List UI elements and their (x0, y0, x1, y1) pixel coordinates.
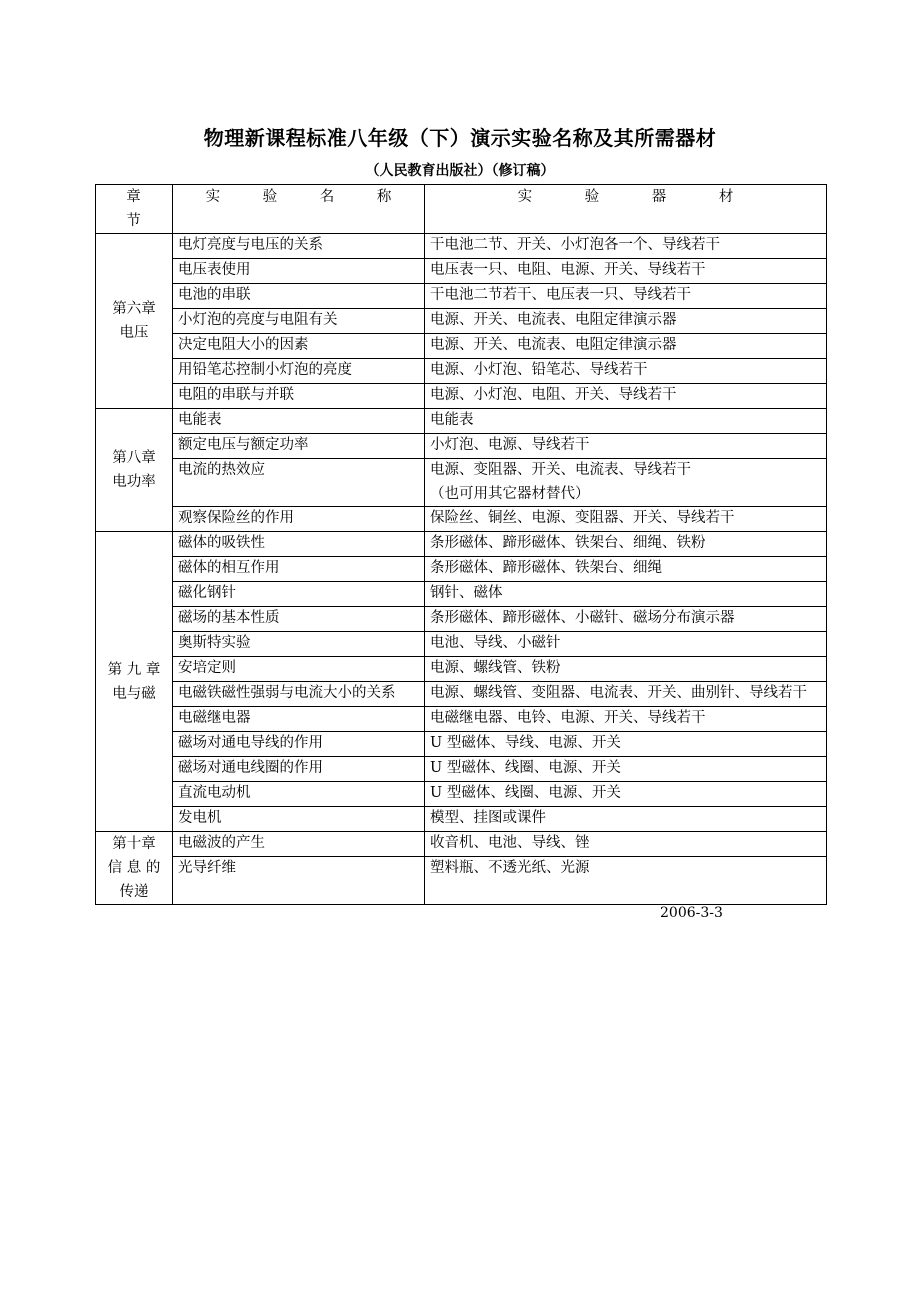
experiment-name: 电流的热效应 (173, 459, 425, 507)
table-row (96, 732, 827, 757)
document-subtitle: （人民教育出版社）（修订稿） (365, 163, 555, 179)
table-row (96, 459, 827, 507)
chapter-title: 电功率 (112, 474, 156, 490)
table-row (96, 582, 827, 607)
header-experiment-name: 实 验 名 称 (173, 185, 425, 234)
header-chapter: 章 节 (96, 185, 173, 234)
experiment-name: 磁场的基本性质 (173, 607, 425, 632)
equipment: 电源、螺线管、铁粉 (425, 657, 827, 682)
table-row (96, 434, 827, 459)
equipment: 电源、开关、电流表、电阻定律演示器 (425, 334, 827, 359)
experiment-name: 决定电阻大小的因素 (173, 334, 425, 359)
chapter-number: 第八章 (112, 450, 156, 466)
table-row (96, 507, 827, 532)
chapter-title: 电与磁 (112, 685, 156, 702)
experiment-name: 直流电动机 (173, 782, 425, 807)
table-row (96, 309, 827, 334)
equipment: 条形磁体、蹄形磁体、铁架台、细绳、铁粉 (425, 532, 827, 557)
table-row (96, 259, 827, 284)
experiment-name: 电压表使用 (173, 259, 425, 284)
equipment: 模型、挂图或课件 (425, 807, 827, 832)
table-row (96, 607, 827, 632)
chapter-cell (96, 234, 173, 409)
chapter-title: 信 息 的 (107, 860, 161, 876)
table-row (96, 807, 827, 832)
equipment: 电磁继电器、电铃、电源、开关、导线若干 (425, 707, 827, 732)
table-row (96, 334, 827, 359)
table-row (96, 857, 827, 905)
equipment: 保险丝、铜丝、电源、变阻器、开关、导线若干 (425, 507, 827, 532)
table-row (96, 557, 827, 582)
experiment-name: 电磁波的产生 (173, 832, 425, 857)
document-date: 2006-3-3 (660, 905, 723, 921)
experiment-name: 额定电压与额定功率 (173, 434, 425, 459)
table-row (96, 359, 827, 384)
chapter-number: 第六章 (112, 301, 156, 317)
equipment: 电源、螺线管、变阻器、电流表、开关、曲别针、导线若干 (425, 682, 827, 707)
equipment: 电压表一只、电阻、电源、开关、导线若干 (425, 259, 827, 284)
equipment: 条形磁体、蹄形磁体、小磁针、磁场分布演示器 (425, 607, 827, 632)
experiment-name: 安培定则 (173, 657, 425, 682)
experiment-name: 观察保险丝的作用 (173, 507, 425, 532)
experiment-name: 电磁继电器 (173, 707, 425, 732)
table-header-row (96, 185, 827, 234)
table-row (96, 409, 827, 434)
table-row (96, 682, 827, 707)
experiment-table (95, 184, 827, 905)
experiment-name: 电磁铁磁性强弱与电流大小的关系 (173, 682, 425, 707)
equipment: 干电池二节、开关、小灯泡各一个、导线若干 (425, 234, 827, 259)
equipment-cell (425, 459, 827, 507)
table-row (96, 384, 827, 409)
chapter-cell (96, 832, 173, 905)
experiment-name: 磁体的相互作用 (173, 557, 425, 582)
chapter-cell (96, 409, 173, 532)
document-title: 物理新课程标准八年级（下）演示实验名称及其所需器材 (203, 126, 717, 150)
chapter-title-cont: 传递 (119, 884, 149, 900)
experiment-name: 光导纤维 (173, 857, 425, 905)
table-row (96, 632, 827, 657)
equipment: U 型磁体、线圈、电源、开关 (425, 757, 827, 782)
experiment-name: 电阻的串联与并联 (173, 384, 425, 409)
equipment: 电源、小灯泡、电阻、开关、导线若干 (425, 384, 827, 409)
experiment-name: 用铅笔芯控制小灯泡的亮度 (173, 359, 425, 384)
table-row (96, 757, 827, 782)
experiment-name: 磁场对通电导线的作用 (173, 732, 425, 757)
experiment-name: 发电机 (173, 807, 425, 832)
equipment: 钢针、磁体 (425, 582, 827, 607)
equipment: U 型磁体、导线、电源、开关 (425, 732, 827, 757)
table-row (96, 832, 827, 857)
experiment-name: 磁化钢针 (173, 582, 425, 607)
equipment: 收音机、电池、导线、锉 (425, 832, 827, 857)
equipment: 电源、小灯泡、铅笔芯、导线若干 (425, 359, 827, 384)
table-row (96, 532, 827, 557)
equipment: 电能表 (425, 409, 827, 434)
header-equipment: 实 验 器 材 (425, 185, 827, 234)
equipment: 小灯泡、电源、导线若干 (425, 434, 827, 459)
table-row (96, 234, 827, 259)
chapter-title: 电压 (119, 325, 149, 341)
experiment-name: 电池的串联 (173, 284, 425, 309)
chapter-number: 第十章 (112, 836, 156, 852)
equipment: 干电池二节若干、电压表一只、导线若干 (425, 284, 827, 309)
equipment: 条形磁体、蹄形磁体、铁架台、细绳 (425, 557, 827, 582)
equipment: 电池、导线、小磁针 (425, 632, 827, 657)
equipment: 电源、开关、电流表、电阻定律演示器 (425, 309, 827, 334)
experiment-name: 奥斯特实验 (173, 632, 425, 657)
experiment-name: 电能表 (173, 409, 425, 434)
chapter-cell (96, 532, 173, 832)
table-row (96, 707, 827, 732)
equipment: 电源、变阻器、开关、电流表、导线若干 (430, 462, 691, 478)
experiment-name: 磁体的吸铁性 (173, 532, 425, 557)
equipment: U 型磁体、线圈、电源、开关 (425, 782, 827, 807)
experiment-name: 电灯亮度与电压的关系 (173, 234, 425, 259)
experiment-name: 磁场对通电线圈的作用 (173, 757, 425, 782)
chapter-number: 第 九 章 (107, 661, 161, 678)
table-row (96, 657, 827, 682)
equipment-note: （也可用其它器材替代） (430, 485, 590, 502)
equipment: 塑料瓶、不透光纸、光源 (425, 857, 827, 905)
table-row (96, 284, 827, 309)
experiment-name: 小灯泡的亮度与电阻有关 (173, 309, 425, 334)
table-row (96, 782, 827, 807)
